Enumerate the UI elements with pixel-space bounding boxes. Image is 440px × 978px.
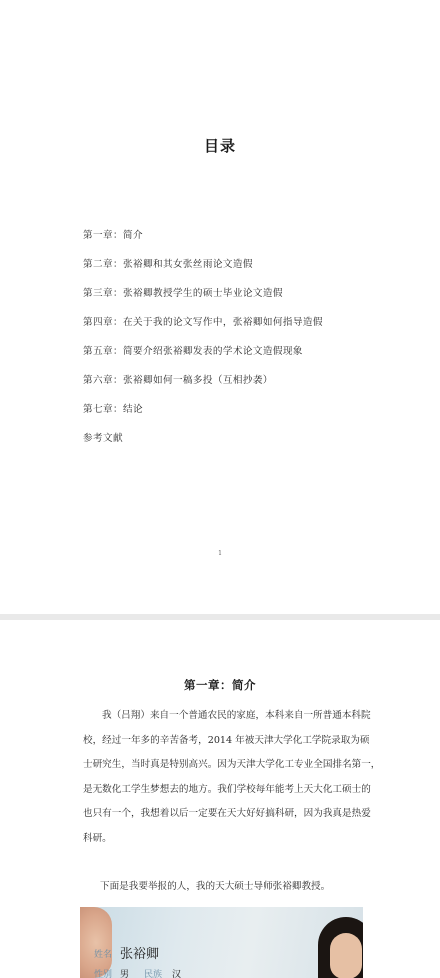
sex-value: 男 (120, 970, 130, 978)
paragraph-line: 校，经过一年多的辛苦备考，2014 年被天津大学化工学院录取为硕 (83, 734, 370, 746)
paragraph-line: 是无数化工学生梦想去的地方。我们学校每年能考上天大化工硕士的 (83, 783, 371, 795)
paragraph-line: 也只有一个，我想着以后一定要在天大好好搞科研，因为我真是热爱 (83, 808, 371, 819)
chapter-page (0, 620, 440, 978)
report-sentence: 下面是我要举报的人，我的天大硕士导师张裕卿教授。 (100, 881, 331, 892)
face-shape (330, 933, 362, 978)
sex-label: 性别 (94, 970, 113, 978)
chapter-title: 第一章：简介 (184, 678, 256, 692)
paragraph-line: 士研究生，当时真是特别高兴。因为天津大学化工专业全国排名第一， (83, 759, 381, 770)
portrait-photo (310, 917, 363, 978)
toc-item: 参考文献 (83, 433, 123, 444)
toc-item: 第七章：结论 (83, 404, 143, 415)
page-number: 1 (218, 550, 222, 557)
toc-item: 第二章：张裕卿和其女张丝雨论文造假 (83, 259, 253, 270)
name-value: 张裕卿 (120, 947, 160, 962)
ethnicity-value: 汉 (172, 970, 182, 978)
name-label: 姓名 (94, 950, 113, 960)
intro-paragraph (83, 704, 381, 851)
toc-item: 第一章：简介 (83, 230, 143, 241)
toc-title: 目录 (203, 137, 236, 155)
toc-item: 第五章：简要介绍张裕卿发表的学术论文造假现象 (83, 346, 303, 357)
paragraph-line: 科研。 (83, 832, 112, 844)
paragraph-line: 我（吕翔）来自一个普通农民的家庭，本科来自一所普通本科院 (102, 710, 371, 721)
toc-item: 第三章：张裕卿教授学生的硕士毕业论文造假 (83, 288, 283, 299)
ethnicity-label: 民族 (144, 970, 163, 978)
toc-item: 第四章：在关于我的论文写作中，张裕卿如何指导造假 (83, 317, 323, 328)
toc-item: 第六章：张裕卿如何一稿多投（互相抄袭） (83, 375, 273, 386)
id-card-photo (80, 907, 363, 978)
